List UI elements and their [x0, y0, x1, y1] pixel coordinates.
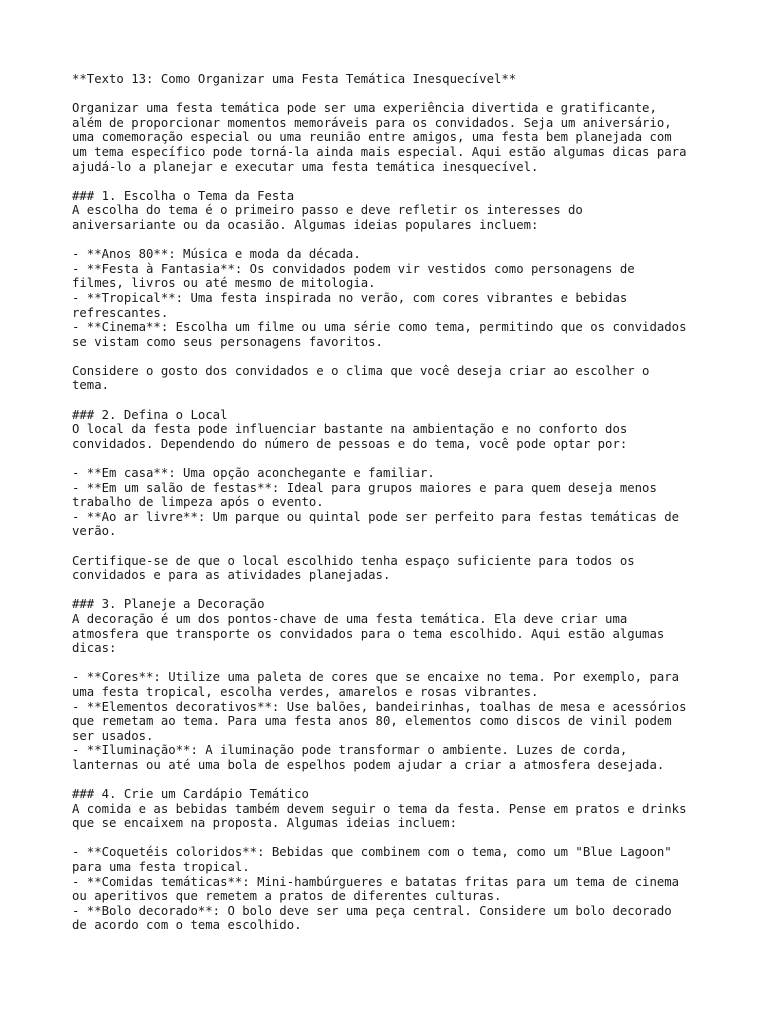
list-item-line: verão. — [72, 524, 117, 539]
paragraph-gap — [72, 393, 702, 408]
list-item-line: ou aperitivos que remetem a pratos de diferentes culturas. — [72, 889, 502, 904]
section-heading: ### 1. Escolha o Tema da Festa — [72, 188, 295, 203]
list-item-line: - **Cinema**: Escolha um filme ou uma série como tema, permitindo que os convidados — [72, 320, 687, 335]
section-intro-line: aniversariante ou da ocasião. Algumas ideias populares incluem: — [72, 217, 539, 232]
list-item-line: uma festa tropical, escolha verdes, amarelos e rosas vibrantes. — [72, 684, 539, 699]
section-intro-line: convidados. Dependendo do número de pessoas e do tema, você pode optar por: — [72, 436, 628, 451]
list-item-line: filmes, livros ou até mesmo de mitologia. — [72, 276, 376, 291]
paragraph-gap — [72, 87, 702, 102]
paragraph-gap — [72, 773, 702, 788]
section-intro-line: O local da festa pode influenciar bastante na ambientação e no conforto dos — [72, 422, 628, 437]
list-item-line: - **Bolo decorado**: O bolo deve ser uma peça central. Considere um bolo decorado — [72, 903, 672, 918]
paragraph-gap — [72, 656, 702, 671]
list-item-line: - **Tropical**: Uma festa inspirada no verão, com cores vibrantes e bebidas — [72, 290, 628, 305]
list-item-line: - **Ao ar livre**: Um parque ou quintal pode ser perfeito para festas temáticas de — [72, 509, 680, 524]
intro-line: um tema específico pode torná-la ainda mais especial. Aqui estão algumas dicas para — [72, 144, 687, 159]
document-title: **Texto 13: Como Organizar uma Festa Temática Inesquecível** — [72, 72, 517, 86]
section-heading: ### 4. Crie um Cardápio Temático — [72, 787, 309, 802]
list-item-line: lanternas ou até uma bola de espelhos podem ajudar a criar a atmosfera desejada. — [72, 757, 665, 772]
paragraph-gap — [72, 233, 702, 248]
list-item-line: - **Em casa**: Uma opção aconchegante e familiar. — [72, 466, 435, 481]
list-item-line: - **Cores**: Utilize uma paleta de cores que se encaixe no tema. Por exemplo, para — [72, 670, 680, 685]
section-heading: ### 2. Defina o Local — [72, 407, 228, 422]
list-item-line: de acordo com o tema escolhido. — [72, 918, 302, 933]
section-intro-line: A decoração é um dos pontos-chave de uma festa temática. Ela deve criar uma — [72, 611, 628, 626]
list-item-line: ser usados. — [72, 728, 154, 743]
list-item-line: - **Elementos decorativos**: Use balões, bandeirinhas, toalhas de mesa e acessórios — [72, 699, 687, 714]
section-outro-line: Certifique-se de que o local escolhido tenha espaço suficiente para todos os — [72, 553, 635, 568]
paragraph-gap — [72, 831, 702, 846]
document-body — [72, 72, 702, 933]
paragraph-gap — [72, 451, 702, 466]
list-item-line: - **Comidas temáticas**: Mini-hambúrgueres e batatas fritas para um tema de cinema — [72, 874, 680, 889]
intro-line: ajudá-lo a planejar e executar uma festa temática inesquecível. — [72, 159, 539, 174]
section-intro-line: atmosfera que transporte os convidados para o tema escolhido. Aqui estão algumas — [72, 626, 665, 641]
list-item-line: refrescantes. — [72, 305, 169, 320]
list-item-line: se vistam como seus personagens favoritos. — [72, 334, 383, 349]
section-intro-line: A escolha do tema é o primeiro passo e deve refletir os interesses do — [72, 203, 583, 218]
paragraph-gap — [72, 539, 702, 554]
section-outro-line: Considere o gosto dos convidados e o clima que você deseja criar ao escolher o — [72, 363, 650, 378]
section-heading: ### 3. Planeje a Decoração — [72, 597, 265, 612]
paragraph-gap — [72, 174, 702, 189]
section-intro-line: dicas: — [72, 641, 117, 656]
list-item-line: - **Coquetéis coloridos**: Bebidas que combinem com o tema, como um "Blue Lagoon" — [72, 845, 672, 860]
list-item-line: que remetam ao tema. Para uma festa anos 80, elementos como discos de vinil podem — [72, 714, 672, 729]
intro-line: uma comemoração especial ou uma reunião entre amigos, uma festa bem planejada com — [72, 130, 672, 145]
list-item-line: trabalho de limpeza após o evento. — [72, 495, 324, 510]
list-item-line: - **Em um salão de festas**: Ideal para grupos maiores e para quem deseja menos — [72, 480, 657, 495]
intro-line: além de proporcionar momentos memoráveis para os convidados. Seja um aniversário, — [72, 115, 672, 130]
section-intro-line: que se encaixem na proposta. Algumas ideias incluem: — [72, 816, 457, 831]
list-item-line: - **Iluminação**: A iluminação pode transformar o ambiente. Luzes de corda, — [72, 743, 628, 758]
paragraph-gap — [72, 349, 702, 364]
list-item-line: - **Festa à Fantasia**: Os convidados podem vir vestidos como personagens de — [72, 261, 635, 276]
section-intro-line: A comida e as bebidas também devem seguir o tema da festa. Pense em pratos e drinks — [72, 801, 687, 816]
paragraph-gap — [72, 583, 702, 598]
list-item-line: para uma festa tropical. — [72, 860, 250, 875]
section-outro-line: tema. — [72, 378, 110, 393]
intro-line: Organizar uma festa temática pode ser uma experiência divertida e gratificante, — [72, 101, 657, 116]
section-outro-line: convidados e para as atividades planejadas. — [72, 568, 391, 583]
list-item-line: - **Anos 80**: Música e moda da década. — [72, 247, 361, 262]
